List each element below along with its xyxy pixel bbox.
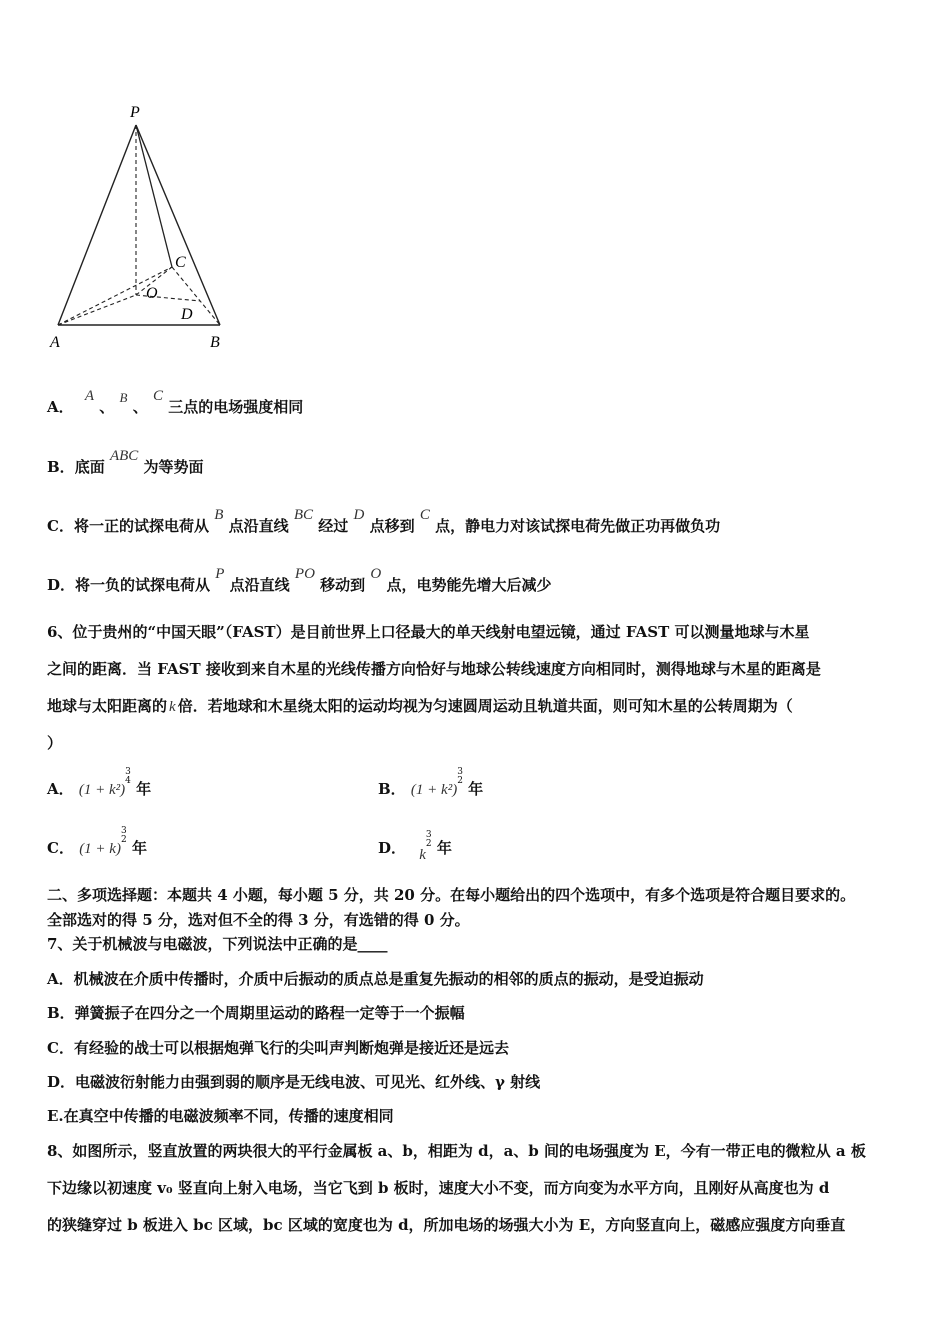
q7-option-e: E.在真空中传播的电磁波频率不同，传播的速度相同	[47, 1107, 394, 1125]
label-a: A	[50, 334, 60, 351]
label-c: C	[175, 254, 186, 271]
q6-option-d: D． k3 2 年	[378, 830, 452, 863]
q5-option-c: C．将一正的试探电荷从 B 点沿直线 BC 经过 D 点移到 C 点，静电力对该试探电荷先做正功再做负功	[47, 507, 721, 535]
q5-option-b: B．底面 ABC 为等势面	[47, 448, 204, 476]
q6-option-a: A． (1 + k²)3 4 年	[47, 767, 152, 798]
q6-option-c: C． (1 + k)3 2 年	[47, 826, 147, 857]
section2-line-2: 全部选对的得 5 分，选对但不全的得 3 分，有选错的得 0 分。	[47, 911, 470, 929]
q6-line-4: ）	[47, 734, 63, 752]
q6-line-2: 之间的距离．当 FAST 接收到来自木星的光线传播方向恰好与地球公转线速度方向相同时，测得地球与木星的距离是	[47, 660, 821, 678]
q7-option-b: B．弹簧振子在四分之一个周期里运动的路程一定等于一个振幅	[47, 1004, 465, 1022]
label-d: D	[181, 306, 193, 323]
section2-line-1: 二、多项选择题：本题共 4 小题，每小题 5 分，共 20 分。在每小题给出的四个选项中，有多个选项是符合题目要求的。	[47, 886, 856, 904]
q7-stem: 7、关于机械波与电磁波，下列说法中正确的是____	[47, 935, 388, 953]
q5-option-a: A． A 、 B 、 C 三点的电场强度相同	[47, 388, 304, 416]
q8-line-3: 的狭缝穿过 b 板进入 bc 区域，bc 区域的宽度也为 d，所加电场的场强大小为 E，方向竖直向上，磁感应强度方向垂直	[47, 1216, 846, 1234]
q5-option-d: D．将一负的试探电荷从 P 点沿直线 PO 移动到 O 点，电势能先增大后减少	[47, 566, 552, 594]
label-o: O	[146, 285, 158, 302]
q8-line-1: 8、如图所示，竖直放置的两块很大的平行金属板 a、b，相距为 d，a、b 间的电场强度为 E，今有一带正电的微粒从 a 板	[47, 1142, 866, 1160]
q6-line-3: 地球与太阳距离的 k 倍．若地球和木星绕太阳的运动均视为匀速圆周运动且轨道共面，则可知木星的公转周期为（	[47, 697, 793, 715]
label-p: P	[130, 104, 140, 121]
q7-option-d: D．电磁波衍射能力由强到弱的顺序是无线电波、可见光、红外线、γ 射线	[47, 1073, 541, 1091]
q6-option-b: B． (1 + k²)3 2 年	[378, 767, 484, 798]
q8-line-2: 下边缘以初速度 v₀ 竖直向上射入电场，当它飞到 b 板时，速度大小不变，而方向变为水平方向，且刚好从高度也为 d	[47, 1179, 830, 1197]
q7-option-a: A．机械波在介质中传播时，介质中后振动的质点总是重复先振动的相邻的质点的振动，是受迫振动	[47, 970, 704, 988]
q6-line-1: 6、位于贵州的“中国天眼”（FAST）是目前世界上口径最大的单天线射电望远镜，通过 FAST 可以测量地球与木星	[47, 623, 810, 641]
pyramid-figure	[40, 95, 240, 355]
q7-option-c: C．有经验的战士可以根据炮弹飞行的尖叫声判断炮弹是接近还是远去	[47, 1039, 509, 1057]
label-b: B	[210, 334, 220, 351]
